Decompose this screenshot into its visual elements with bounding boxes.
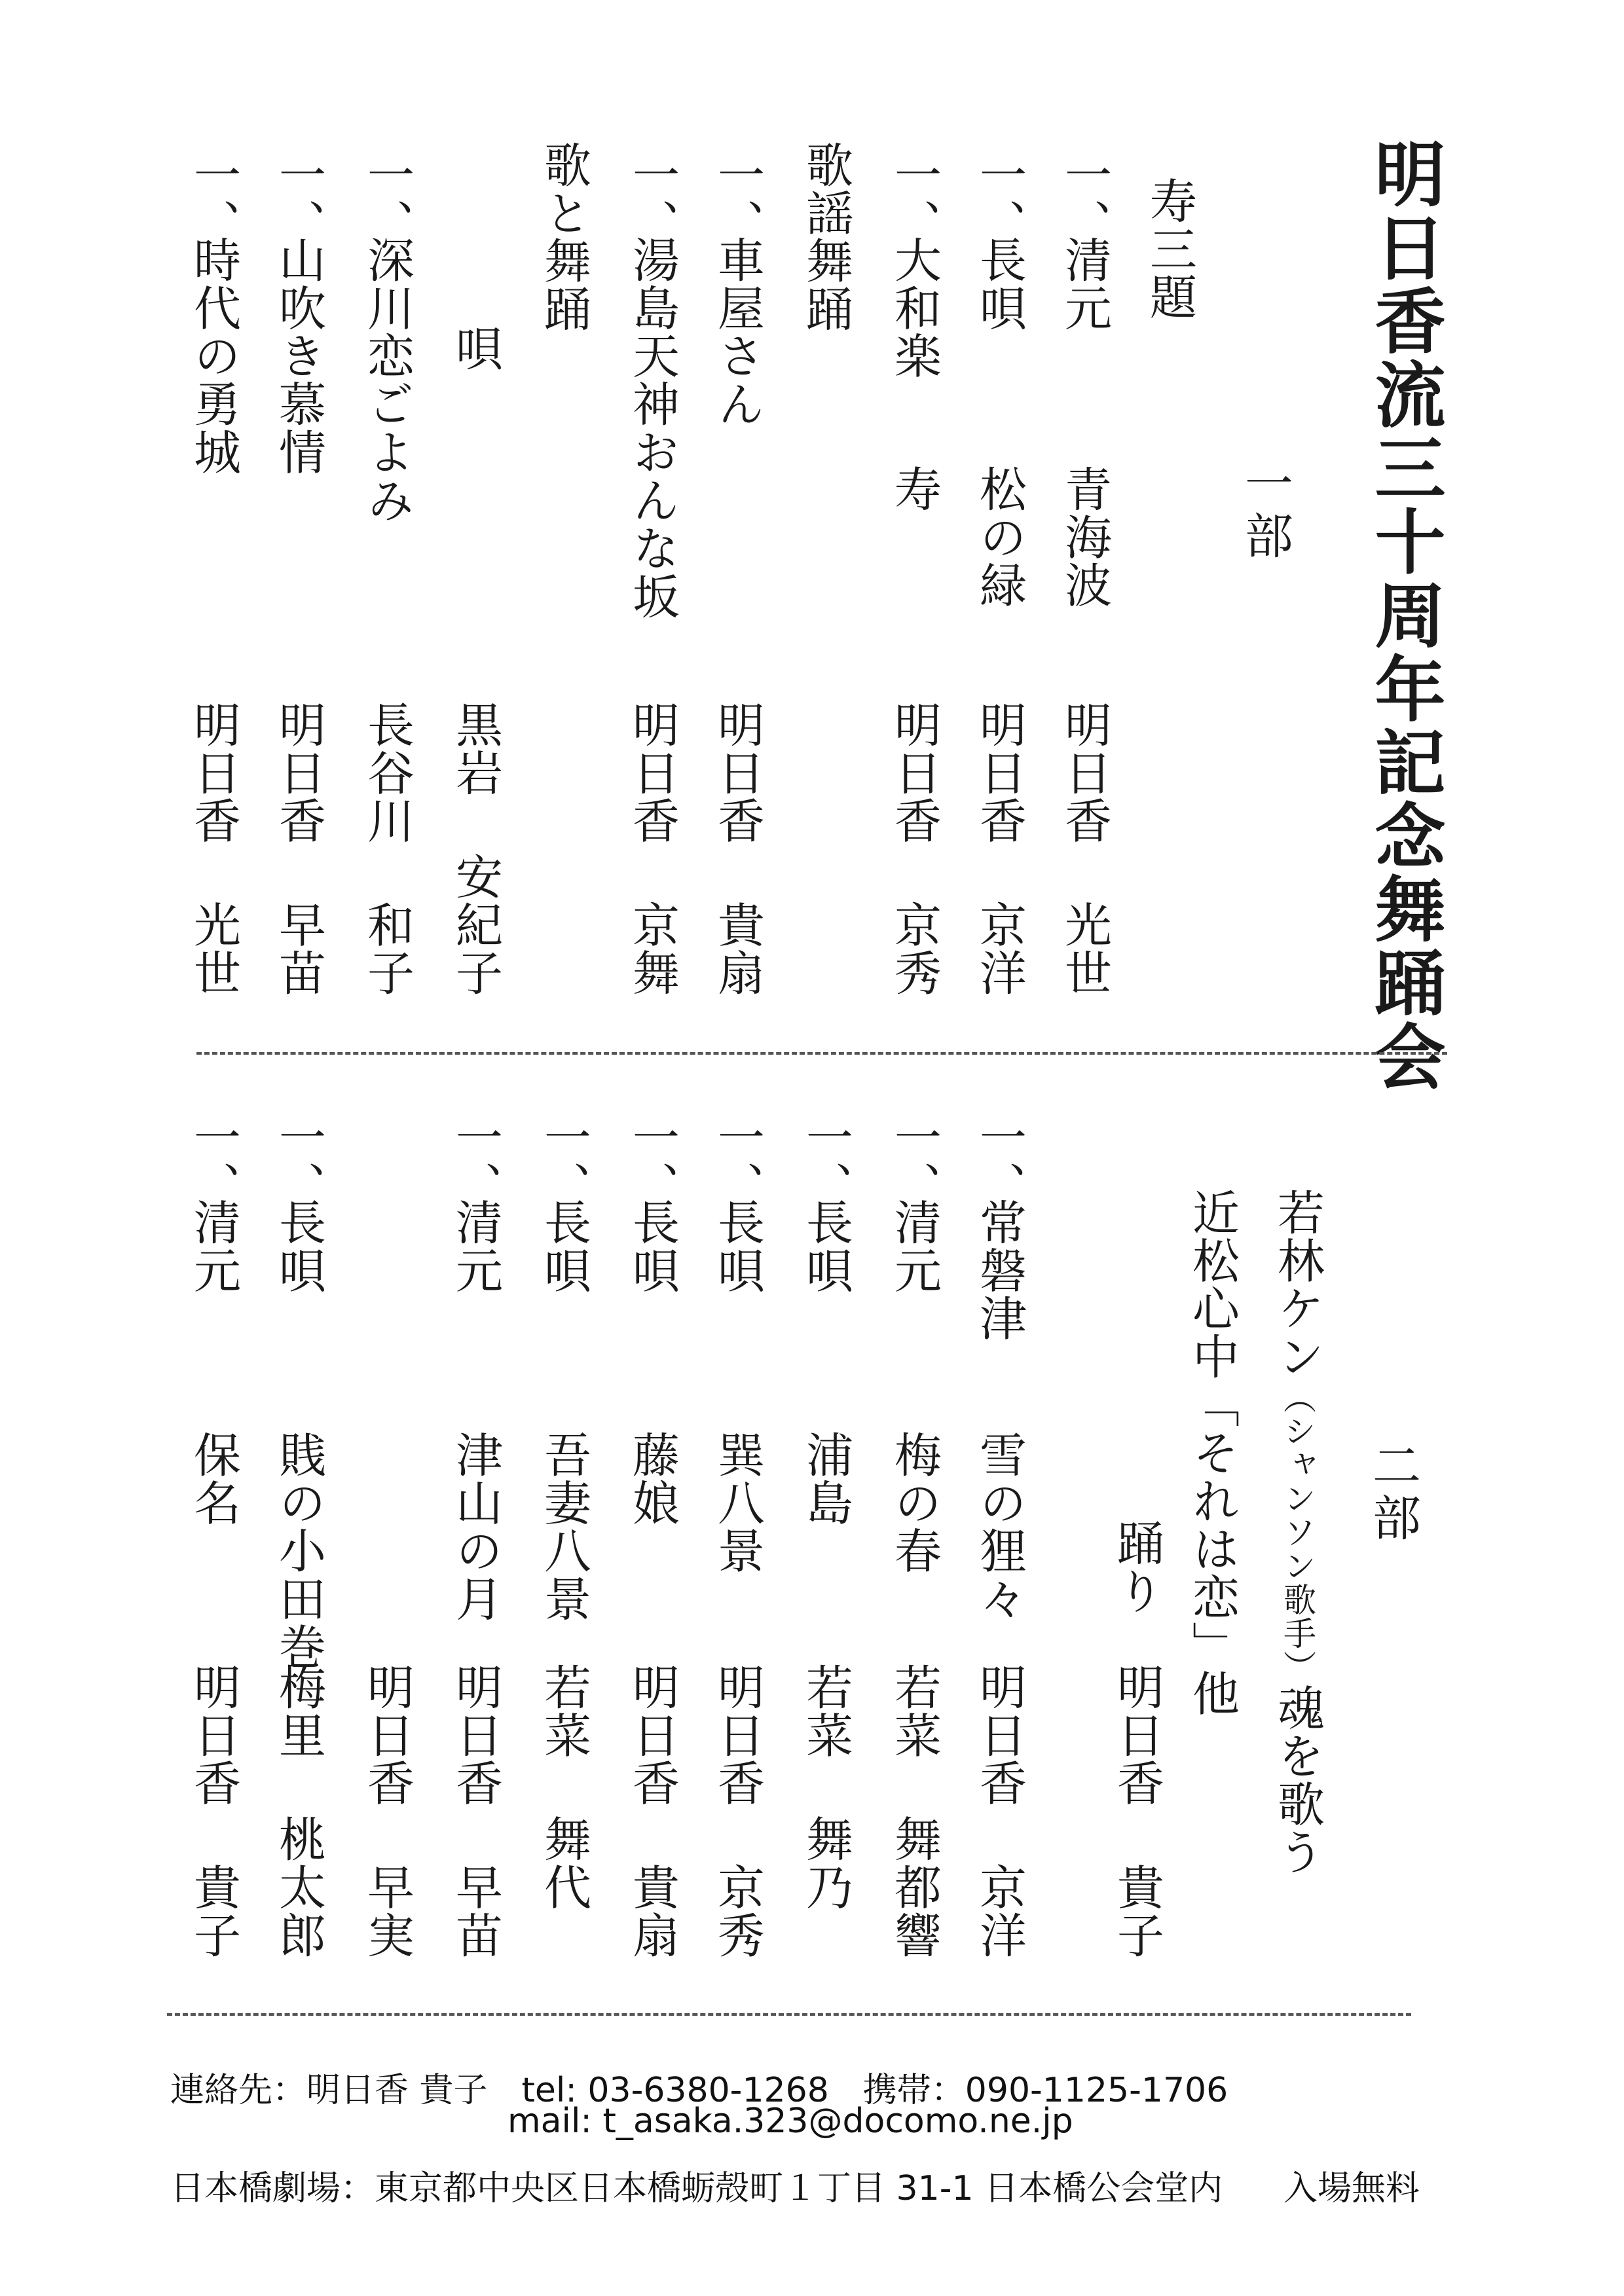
part1-item-performer: 明日香 京舞	[625, 701, 680, 997]
part2-item-performer: 梅里 桃太郎	[271, 1663, 326, 1959]
part1-label: 一部	[1237, 458, 1293, 563]
part1-item-performer: 明日香 京洋	[972, 701, 1027, 997]
part1-item-sub: 寿	[887, 465, 942, 513]
part2-item-prefix: 一、	[710, 1113, 765, 1209]
part2-item-title: 長唄	[625, 1198, 680, 1294]
part2-item-title: 長唄	[536, 1198, 591, 1294]
part1-item-prefix: 一、	[186, 151, 241, 247]
part1-item-performer: 明日香 貴扇	[710, 701, 765, 997]
part2-item-title: 常磐津	[972, 1198, 1027, 1343]
part1-item-sub: 松の緑	[972, 465, 1027, 610]
part1-item-performer: 長谷川 和子	[360, 701, 415, 997]
part1-item-performer: 黒岩 安紀子	[448, 701, 503, 997]
section-kotobuki: 寿三題	[1142, 177, 1197, 321]
guest-line2: 近松心中「それは恋」他	[1185, 1188, 1240, 1717]
part2-item-performer: 明日香 京秀	[710, 1663, 765, 1959]
part2-item-performer: 明日香 貴子	[186, 1663, 241, 1959]
part2-item-prefix: 一、	[887, 1113, 942, 1209]
page-title: 明日香流三十周年記念舞踊会	[1363, 137, 1445, 1094]
part2-item-title: 長唄	[271, 1198, 326, 1294]
part2-item-sub: 吾妻八景	[536, 1430, 591, 1623]
part2-item-performer: 明日香 京洋	[972, 1663, 1027, 1959]
part1-item-title: 清元	[1057, 236, 1112, 332]
guest-name	[1270, 1188, 1325, 1876]
part1-item-prefix: 一、	[887, 151, 942, 247]
part2-item-prefix: 一、	[798, 1113, 853, 1209]
part2-item-sub: 雪の狸々	[972, 1430, 1027, 1623]
part2-item-sub: 浦島	[798, 1430, 853, 1527]
part1-item-performer: 明日香 京秀	[887, 701, 942, 997]
part2-item-title: 清元	[887, 1198, 942, 1294]
contact-divider	[167, 2013, 1411, 2016]
part2-item-prefix: 一、	[271, 1113, 326, 1209]
part2-item-sub: 梅の春	[887, 1430, 942, 1575]
part2-item-sub: 藤娘	[625, 1430, 680, 1527]
part2-item-performer: 明日香 早実	[360, 1663, 415, 1959]
part1-item-title: 深川恋ごよみ	[360, 236, 415, 524]
part2-item-performer: 明日香 早苗	[448, 1663, 503, 1959]
part2-item-sub: 保名	[186, 1430, 241, 1527]
part2-item-performer: 明日香 貴扇	[625, 1663, 680, 1959]
part1-item-prefix: 一、	[710, 151, 765, 247]
part1-item-prefix: 一、	[972, 151, 1027, 247]
part2-item-prefix: 一、	[186, 1113, 241, 1209]
part2-item-performer: 若菜 舞乃	[798, 1663, 853, 1912]
uta-label: 唄	[448, 324, 503, 373]
part2-item-performer: 若菜 舞代	[536, 1663, 591, 1912]
part2-item-title: 清元	[186, 1198, 241, 1294]
part2-item-sub: 賎の小田巻	[271, 1430, 326, 1671]
dance-performer: 明日香 貴子	[1109, 1663, 1164, 1959]
part1-item-title: 湯島天神おんな坂	[625, 236, 680, 621]
venue-address: 日本橋劇場：東京都中央区日本橋蛎殻町１丁目 31-1 日本橋公会堂内	[170, 2169, 1223, 2208]
part2-item-sub: 津山の月	[448, 1430, 503, 1623]
part2-item-prefix: 一、	[536, 1113, 591, 1209]
part2-item-title: 長唄	[798, 1198, 853, 1294]
part1-item-performer: 明日香 光世	[1057, 701, 1112, 997]
part2-item-performer: 若菜 舞都響	[887, 1663, 942, 1959]
part1-item-prefix: 一、	[625, 151, 680, 247]
part2-item-prefix: 一、	[448, 1113, 503, 1209]
part1-item-title: 大和楽	[887, 236, 942, 380]
part2-item-prefix: 一、	[625, 1113, 680, 1209]
part2-item-title: 長唄	[710, 1198, 765, 1294]
guest-line1: 若林ケン	[1270, 1188, 1325, 1381]
part1-item-title: 山吹き慕情	[271, 236, 326, 477]
admission-note: 入場無料	[1283, 2169, 1420, 2208]
guest-line1-end: 魂を歌う	[1270, 1683, 1325, 1876]
contact-email: mail: t_asaka.323@docomo.ne.jp	[507, 2102, 1073, 2141]
part1-item-performer: 明日香 光世	[186, 701, 241, 997]
part1-item-prefix: 一、	[271, 151, 326, 247]
part1-item-title: 長唄	[972, 236, 1027, 332]
dance-label: 踊り	[1109, 1519, 1164, 1615]
part2-label: 二部	[1365, 1440, 1421, 1545]
part1-item-sub: 青海波	[1057, 465, 1112, 610]
part1-item-title: 車屋さん	[710, 236, 765, 428]
part2-item-prefix: 一、	[972, 1113, 1027, 1209]
section-kayo: 歌謡舞踊	[798, 141, 853, 333]
section-uta: 歌と舞踊	[536, 141, 591, 333]
guest-paren: （シャンソン歌手）	[1278, 1380, 1316, 1684]
part1-item-prefix: 一、	[360, 151, 415, 247]
part1-item-performer: 明日香 早苗	[271, 701, 326, 997]
part2-item-title: 清元	[448, 1198, 503, 1294]
contact-line1: 連絡先：明日香 貴子 tel: 03-6380-1268 携帯：090-1125-1706	[170, 2071, 1228, 2110]
section-divider	[196, 1052, 1447, 1055]
part1-item-title: 時代の勇城	[186, 236, 241, 477]
part2-item-sub: 巽八景	[710, 1430, 765, 1575]
part1-item-prefix: 一、	[1057, 151, 1112, 247]
